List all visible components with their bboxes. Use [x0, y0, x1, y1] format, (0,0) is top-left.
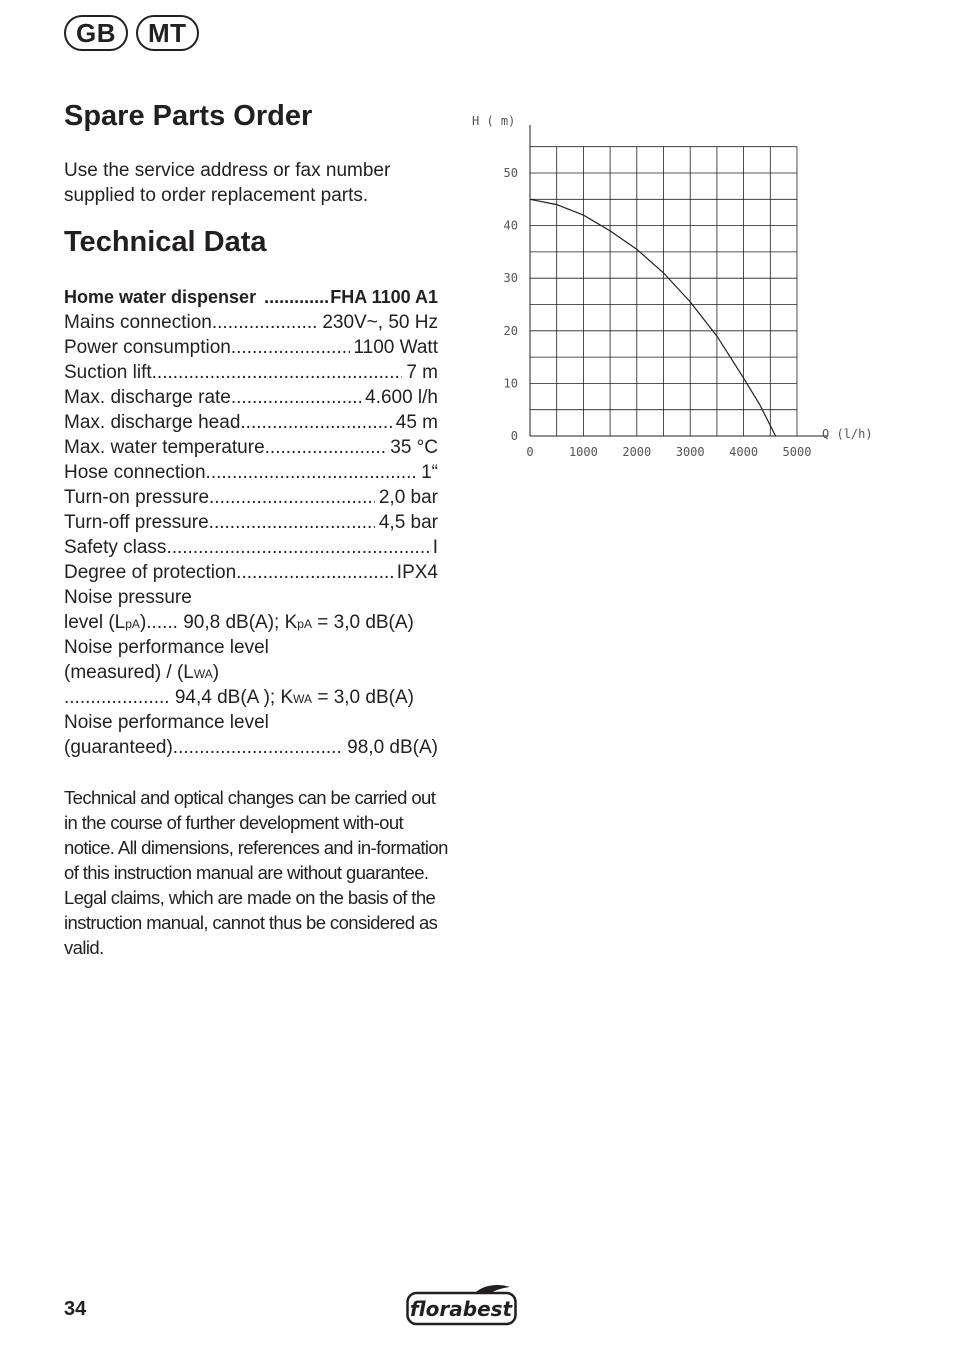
spec-row — [64, 460, 438, 485]
spec-label: Max. water temperature — [64, 437, 265, 458]
spec-value: 98,0 dB(A) — [347, 737, 438, 758]
leader-dots — [231, 385, 361, 410]
spec-row — [64, 360, 438, 385]
y-axis-label: H ( m) — [472, 114, 516, 128]
spec-value: I — [432, 537, 438, 558]
technical-data-heading: Technical Data — [64, 226, 267, 258]
spec-value: 45 m — [395, 412, 438, 433]
spec-label: Hose connection — [64, 462, 206, 483]
language-badge-mt: MT — [136, 15, 199, 51]
spec-row — [64, 485, 438, 510]
x-tick-label: 3000 — [675, 445, 705, 459]
spec-row — [64, 560, 438, 585]
subscript: pA — [297, 617, 312, 631]
leader-dots — [152, 360, 403, 385]
x-tick-label: 0 — [526, 445, 534, 459]
spec-label: Suction lift — [64, 362, 152, 383]
spec-value: 7 m — [406, 362, 438, 383]
logo-text: florabest — [409, 1297, 513, 1321]
noise-measured-value — [64, 685, 438, 710]
spec-value: 1100 Watt — [353, 337, 438, 358]
y-tick-label: 10 — [503, 376, 518, 391]
spec-value: 4,5 bar — [378, 512, 438, 533]
leader-dots — [206, 460, 418, 485]
leader-dots — [166, 535, 428, 560]
leader-dots — [236, 560, 393, 585]
text-part: level (L — [64, 612, 126, 633]
subscript: WA — [193, 667, 213, 681]
leader-dots — [209, 485, 375, 510]
noise-measured-title: Noise performance level — [64, 637, 269, 658]
spec-row — [64, 435, 438, 460]
text-part: (measured) / (L — [64, 662, 194, 683]
spec-row — [64, 510, 438, 535]
y-tick-label: 40 — [503, 218, 518, 233]
spare-parts-heading: Spare Parts Order — [64, 100, 313, 132]
spare-parts-text: Use the service address or fax number supplied to order replacement parts. — [64, 160, 391, 206]
noise-guaranteed-title: Noise performance level — [64, 712, 269, 733]
spec-label: Max. discharge head — [64, 412, 241, 433]
text-part: = 3,0 dB(A) — [312, 687, 414, 708]
florabest-logo — [406, 1284, 518, 1328]
noise-measured-label — [64, 660, 438, 685]
spec-list — [64, 285, 438, 760]
spec-row — [64, 335, 438, 360]
x-axis-label: Q (l/h) — [822, 427, 873, 441]
leader-dots — [173, 735, 343, 760]
leader-dots — [240, 410, 391, 435]
spec-value: 4.600 l/h — [365, 387, 438, 408]
x-tick-label: 1000 — [568, 445, 598, 459]
text-part: .................... 94,4 dB(A ); K — [64, 687, 294, 708]
subscript: pA — [125, 617, 140, 631]
y-tick-label: 30 — [503, 271, 518, 286]
noise-pressure-title: Noise pressure — [64, 587, 192, 608]
spec-row — [64, 385, 438, 410]
leader-dots — [265, 435, 387, 460]
chart-grid — [530, 125, 827, 436]
spec-value: 35 °C — [390, 437, 438, 458]
text-part: ) — [212, 662, 220, 683]
spec-label: Max. discharge rate — [64, 387, 231, 408]
x-tick-label: 4000 — [729, 445, 759, 459]
language-badges — [64, 15, 199, 51]
disclaimer-text: Technical and optical changes can be carried out in the course of further development with-out notice. All dimensions, references and in-formation of this instruction manual are without guarantee. Legal claims, which are made on the basis of the instruction manual, cannot thus be considered as valid. — [64, 787, 448, 958]
performance-curve — [530, 199, 776, 436]
spec-label: (guaranteed) — [64, 737, 173, 758]
spec-row — [64, 310, 438, 335]
text-part: )...... 90,8 dB(A); K — [139, 612, 298, 633]
spec-row — [64, 535, 438, 560]
spec-label: Turn-off pressure — [64, 512, 209, 533]
pump-performance-chart — [460, 105, 880, 475]
spec-value: FHA 1100 A1 — [330, 287, 438, 307]
spec-label: Power consumption — [64, 337, 231, 358]
text-part: = 3,0 dB(A) — [311, 612, 414, 633]
page-number: 34 — [64, 1298, 87, 1320]
y-tick-label: 20 — [503, 323, 518, 338]
spec-value: 1“ — [421, 462, 438, 483]
spec-row — [64, 410, 438, 435]
spec-rows — [64, 310, 438, 585]
leader-dots — [212, 310, 318, 335]
spec-label: Home water dispenser — [64, 287, 257, 307]
spec-label: Mains connection — [64, 312, 212, 333]
spec-row-model — [64, 285, 438, 310]
leader-dots — [256, 285, 330, 310]
noise-pressure-value — [64, 610, 438, 635]
spec-label: Degree of protection — [64, 562, 237, 583]
y-tick-label: 50 — [503, 166, 518, 180]
language-badge-gb: GB — [64, 15, 128, 51]
y-tick-label: 0 — [510, 429, 518, 443]
leader-dots — [209, 510, 375, 535]
spec-label: Safety class — [64, 537, 167, 558]
noise-guaranteed-row — [64, 735, 438, 760]
x-tick-label: 5000 — [782, 445, 812, 459]
subscript: WA — [293, 692, 313, 706]
spec-value: 2,0 bar — [378, 487, 438, 508]
spec-value: IPX4 — [396, 562, 438, 583]
x-tick-label: 2000 — [622, 445, 652, 459]
leader-dots — [231, 335, 350, 360]
spec-label: Turn-on pressure — [64, 487, 210, 508]
spec-value: 230V~, 50 Hz — [322, 312, 438, 333]
